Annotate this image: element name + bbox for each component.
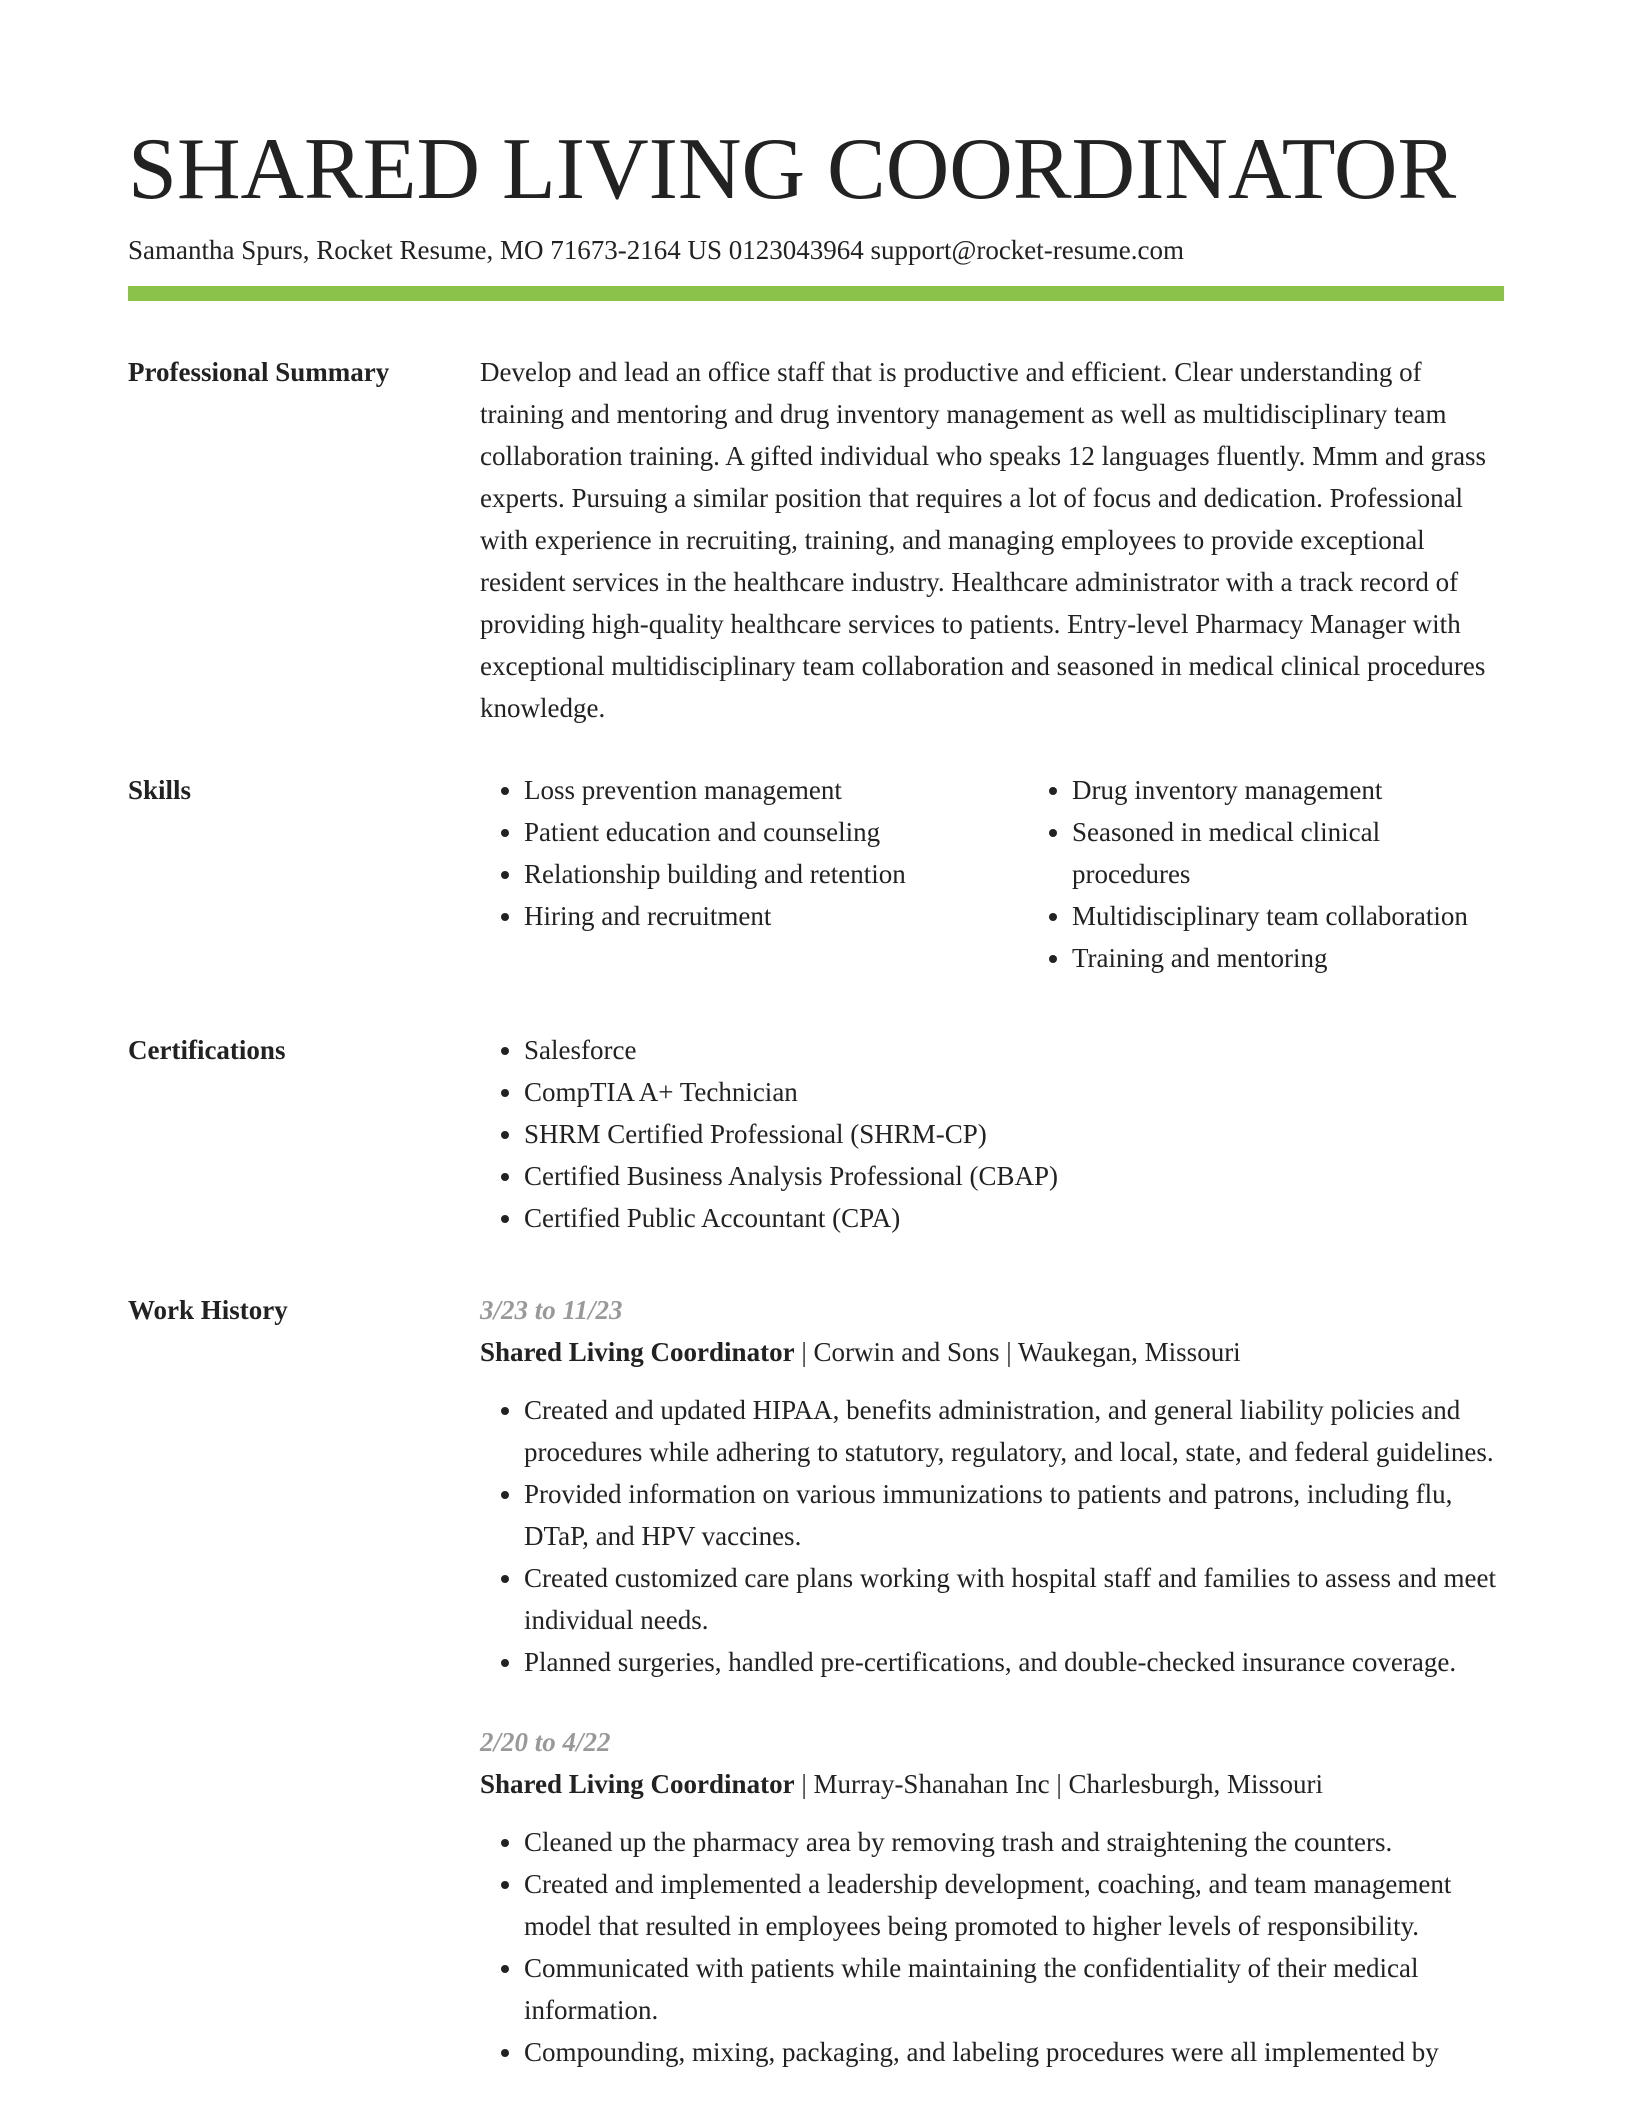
certifications-section xyxy=(128,1029,1504,1239)
job-bullet: • Communicated with patients while maintaining the confidentiality of their medical information. xyxy=(524,1947,1504,2031)
skill-item: • Hiring and recruitment xyxy=(524,895,1028,937)
skills-section xyxy=(128,769,1504,979)
skill-item: • Patient education and counseling xyxy=(524,811,1028,853)
certification-item: • SHRM Certified Professional (SHRM-CP) xyxy=(524,1113,1504,1155)
work-history-section xyxy=(128,1289,1504,2111)
skill-item: • Loss prevention management xyxy=(524,769,1028,811)
job-dates: 3/23 to 11/23 xyxy=(480,1295,623,1325)
summary-text: Develop and lead an office staff that is productive and efficient. Clear understanding of training and mentoring and drug inventory management as well as multidisciplinary team collaboration training. A gifted individual who speaks 12 languages fluently. Mmm and grass experts. Pursuing a similar position that requires a lot of focus and dedication. Professional with experience in recruiting, training, and managing employees to provide exceptional resident services in the healthcare industry. Healthcare administrator with a track record of providing high-quality healthcare services to patients. Entry-level Pharmacy Manager with exceptional multidisciplinary team collaboration and seasoned in medical clinical procedures knowledge. xyxy=(480,357,1487,723)
summary-body xyxy=(480,351,1504,729)
page-title: SHARED LIVING COORDINATOR xyxy=(128,121,1457,218)
skills-grid xyxy=(480,769,1504,979)
skill-item: • Relationship building and retention xyxy=(524,853,1028,895)
certifications-body xyxy=(480,1029,1504,1239)
job-bullet: • Created customized care plans working with hospital staff and families to assess and meet individual needs. xyxy=(524,1557,1504,1641)
job-bullets xyxy=(480,1821,1504,2073)
summary-section xyxy=(128,351,1504,729)
job-dates: 2/20 to 4/22 xyxy=(480,1727,611,1757)
skills-column-2 xyxy=(1028,769,1504,979)
skill-item: • Seasoned in medical clinical procedures xyxy=(1072,811,1504,895)
section-label-summary: Professional Summary xyxy=(128,357,390,387)
certification-item: • Certified Public Accountant (CPA) xyxy=(524,1197,1504,1239)
skill-item: • Multidisciplinary team collaboration xyxy=(1072,895,1504,937)
job-bullet: • Created and implemented a leadership development, coaching, and team management model that resulted in employees being promoted to higher levels of responsibility. xyxy=(524,1863,1504,1947)
job-title: Shared Living Coordinator xyxy=(480,1337,795,1367)
job-bullets xyxy=(480,1389,1504,1683)
job-details: | Murray-Shanahan Inc | Charlesburgh, Missouri xyxy=(794,1769,1324,1799)
job-bullet: • Compounding, mixing, packaging, and labeling procedures were all implemented by xyxy=(524,2031,1504,2073)
skill-item: • Training and mentoring xyxy=(1072,937,1504,979)
job-entry xyxy=(480,1289,1504,1683)
section-label-certifications: Certifications xyxy=(128,1035,286,1065)
certifications-list xyxy=(480,1029,1504,1239)
section-label-skills: Skills xyxy=(128,775,192,805)
job-bullet: • Provided information on various immunizations to patients and patrons, including flu, DTaP, and HPV vaccines. xyxy=(524,1473,1504,1557)
skill-item: • Drug inventory management xyxy=(1072,769,1504,811)
job-bullet: • Created and updated HIPAA, benefits administration, and general liability policies and procedures while adhering to statutory, regulatory, and local, state, and federal guidelines. xyxy=(524,1389,1504,1473)
job-bullet: • Cleaned up the pharmacy area by removing trash and straightening the counters. xyxy=(524,1821,1504,1863)
job-heading xyxy=(480,1331,1504,1373)
job-title: Shared Living Coordinator xyxy=(480,1769,795,1799)
certification-item: • CompTIA A+ Technician xyxy=(524,1071,1504,1113)
job-details: | Corwin and Sons | Waukegan, Missouri xyxy=(794,1337,1241,1367)
certification-item: • Salesforce xyxy=(524,1029,1504,1071)
certification-item: • Certified Business Analysis Professional (CBAP) xyxy=(524,1155,1504,1197)
section-label-work-history: Work History xyxy=(128,1295,288,1325)
accent-divider xyxy=(128,286,1504,301)
work-history-body xyxy=(480,1289,1504,2111)
contact-line: Samantha Spurs, Rocket Resume, MO 71673-2164 US 0123043964 support@rocket-resume.com xyxy=(128,235,1184,265)
job-heading xyxy=(480,1763,1504,1805)
skills-column-1 xyxy=(480,769,1028,979)
job-entry xyxy=(480,1721,1504,2073)
job-bullet: • Planned surgeries, handled pre-certifications, and double-checked insurance coverage. xyxy=(524,1641,1504,1683)
